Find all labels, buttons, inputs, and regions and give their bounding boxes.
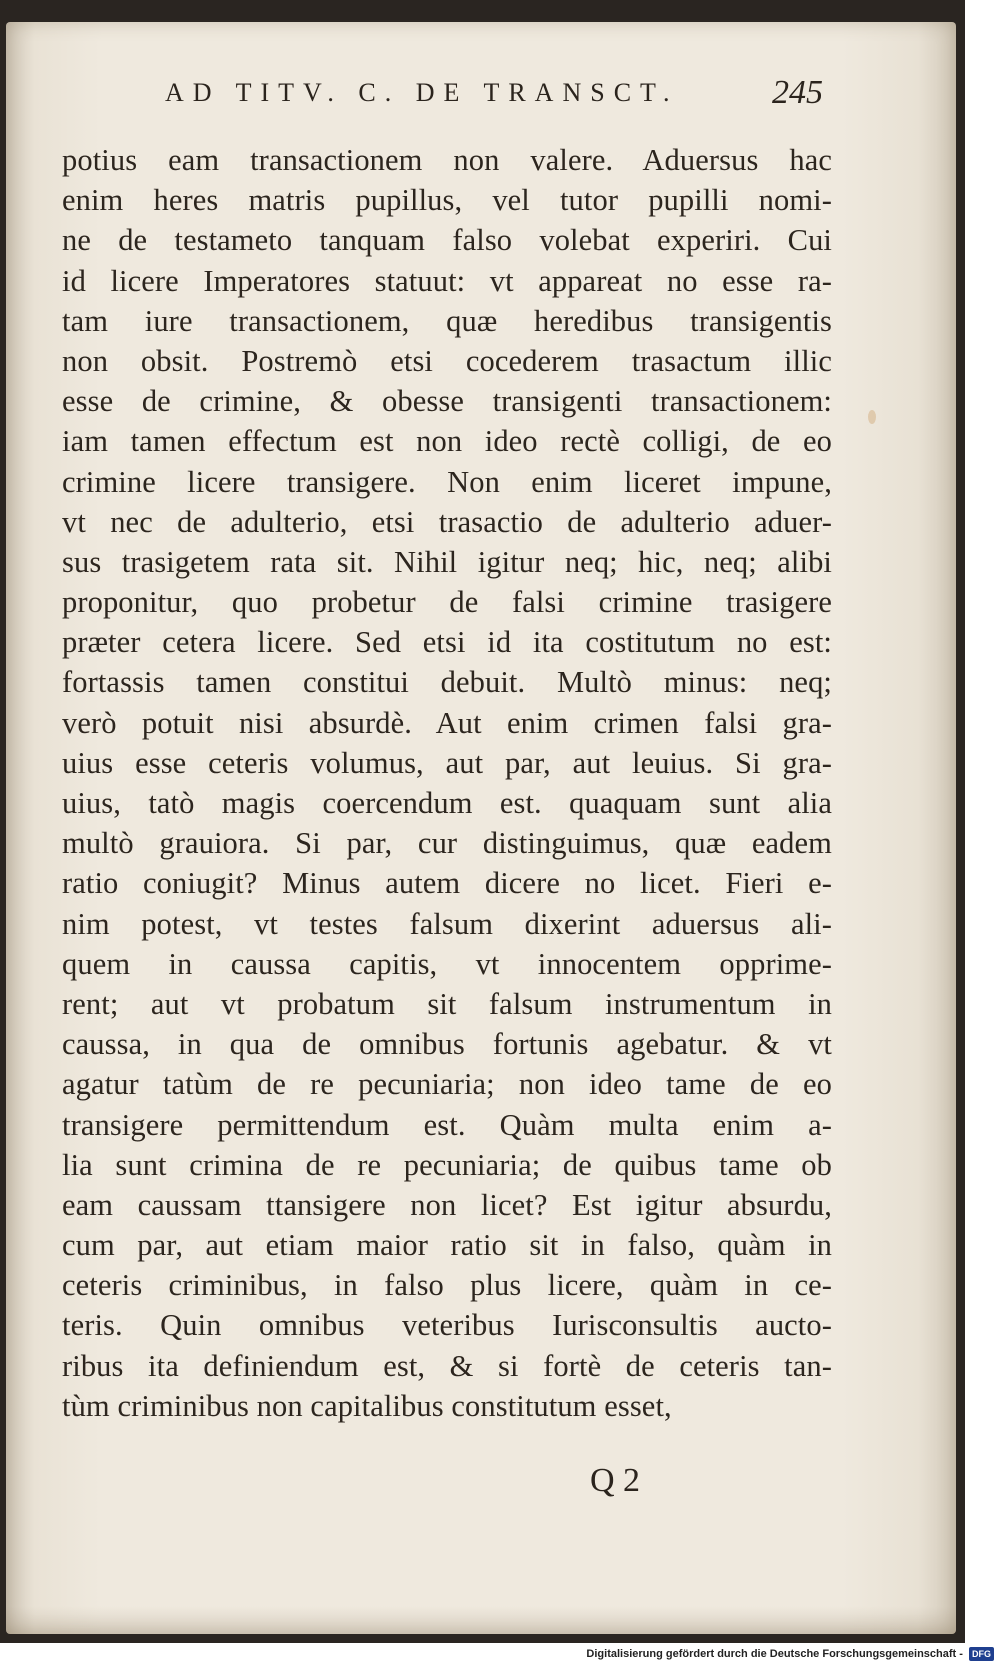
text-line: esse de crimine, & obesse transigenti transactionem: [62, 384, 832, 419]
paper-stain [868, 410, 876, 424]
text-line: caussa, in qua de omnibus fortunis agebatur. & vt [62, 1027, 832, 1062]
text-line: non obsit. Postremò etsi cocederem trasactum illic [62, 343, 832, 378]
text-line: ceteris criminibus, in falso plus licere, quàm in ce- [62, 1268, 832, 1303]
signature-mark: Q 2 [590, 1462, 641, 1499]
text-line: tam iure transactionem, quæ heredibus transigentis [62, 303, 832, 338]
text-line: quem in caussa capitis, vt innocentem opprime- [62, 946, 832, 981]
text-line: transigere permittendum est. Quàm multa enim a- [62, 1107, 832, 1142]
text-line: ribus ita definiendum est, & si fortè de ceteris tan- [62, 1348, 832, 1383]
text-line: ne de testameto tanquam falso volebat experiri. Cui [62, 223, 832, 258]
text-line: crimine licere transigere. Non enim liceret impune, [62, 464, 832, 499]
text-line: proponitur, quo probetur de falsi crimine trasigere [62, 585, 832, 620]
text-line: nim potest, vt testes falsum dixerint aduersus ali- [62, 906, 832, 941]
body-text [62, 140, 832, 1426]
credit-text: Digitalisierung gefördert durch die Deutsche Forschungsgemeinschaft - [586, 1648, 963, 1660]
text-line: præter cetera licere. Sed etsi id ita costitutum no est: [62, 625, 832, 660]
text-line: rent; aut vt probatum sit falsum instrumentum in [62, 986, 832, 1021]
text-line: uius esse ceteris volumus, aut par, aut leuius. Si gra- [62, 745, 832, 780]
text-line: lia sunt crimina de re pecuniaria; de quibus tame ob [62, 1147, 832, 1182]
text-line: verò potuit nisi absurdè. Aut enim crimen falsi gra- [62, 705, 832, 740]
text-line: teris. Quin omnibus veteribus Iurisconsultis aucto- [62, 1308, 832, 1343]
digitization-credit [0, 1644, 1000, 1664]
text-line: id licere Imperatores statuut: vt appareat no esse ra- [62, 263, 832, 298]
page-number: 245 [772, 74, 823, 111]
text-line: tùm criminibus non capitalibus constitutum esset, [62, 1388, 672, 1423]
text-line: sus trasigetem rata sit. Nihil igitur neq; hic, neq; alibi [62, 544, 832, 579]
text-line: cum par, aut etiam maior ratio sit in falso, quàm in [62, 1228, 832, 1263]
text-line: potius eam transactionem non valere. Aduersus hac [62, 143, 832, 177]
text-line: vt nec de adulterio, etsi trasactio de adulterio aduer- [62, 504, 832, 539]
running-head: AD TITV. C. DE TRANSCT. [165, 78, 679, 107]
text-line: agatur tatùm de re pecuniaria; non ideo tame de eo [62, 1067, 832, 1102]
text-line: eam caussam ttansigere non licet? Est igitur absurdu, [62, 1187, 832, 1222]
text-line: uius, tatò magis coercendum est. quaquam sunt alia [62, 786, 832, 820]
text-line: fortassis tamen constitui debuit. Multò minus: neq; [62, 665, 832, 700]
text-line: ratio coniugit? Minus autem dicere no licet. Fieri e- [62, 866, 832, 901]
text-line: iam tamen effectum est non ideo rectè colligi, de eo [62, 424, 832, 459]
dfg-logo-icon: DFG [969, 1647, 994, 1661]
page-edge-shadow [6, 1606, 956, 1634]
text-line: enim heres matris pupillus, vel tutor pupilli nomi- [62, 183, 832, 218]
text-line: multò grauiora. Si par, cur distinguimus, quæ eadem [62, 826, 832, 861]
